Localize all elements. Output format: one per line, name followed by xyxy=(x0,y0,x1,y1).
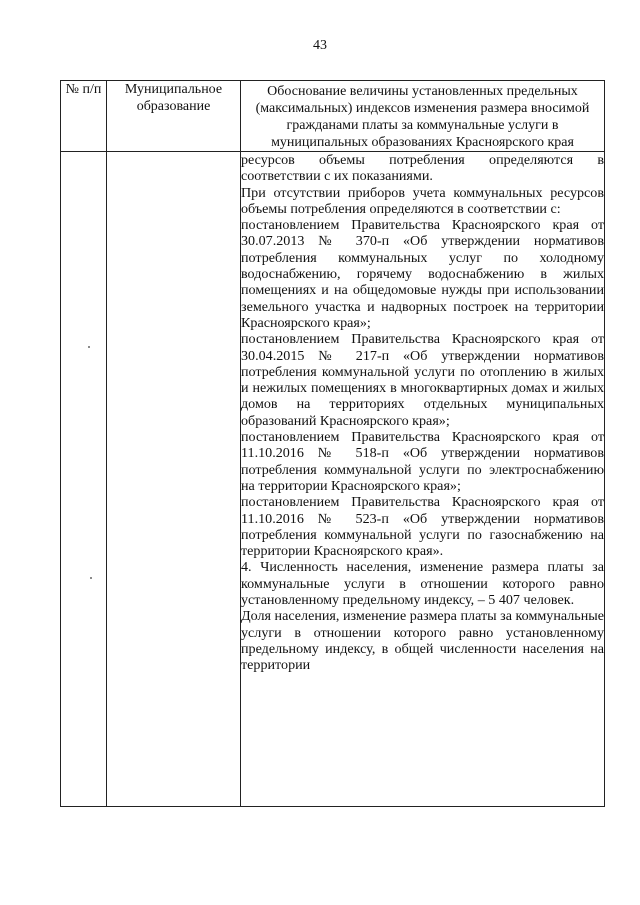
scan-speck xyxy=(88,346,90,348)
table-header-row xyxy=(61,81,605,152)
paragraph: постановлением Правительства Красноярского края от 11.10.2016 № 518-п «Об утверждении нормативов потребления коммунальной услуги по электроснабжению на территории Красноярского края»; xyxy=(241,429,604,494)
index-justification-table xyxy=(60,80,605,807)
scan-speck xyxy=(90,577,92,579)
header-basis xyxy=(241,81,605,152)
page-number: 43 xyxy=(313,38,327,53)
paragraph: Доля населения, изменение размера платы за коммунальные услуги в отношении которого равно установленному предельному индексу, в общей численности населения на территории xyxy=(241,608,604,674)
header-municipality-label: Муниципальное образование xyxy=(124,82,223,114)
row-municipality-cell xyxy=(107,152,241,807)
paragraph: 4. Численность населения, изменение размера платы за коммунальные услуги в отношении которого равно установленному предельному индексу, – 5 407 человек. xyxy=(241,559,604,609)
paragraph: постановлением Правительства Красноярского края от 30.04.2015 № 217-п «Об утверждении нормативов потребления коммунальной услуги по отоплению в жилых и нежилых помещениях в многоквартирных домах и жилых домов на территориях отдельных муниципальных образований Красноярского края»; xyxy=(241,331,604,429)
paragraph: ресурсов объемы потребления определяются в соответствии с их показаниями. xyxy=(241,152,604,185)
header-municipality xyxy=(107,81,241,152)
header-basis-label: Обоснование величины установленных предельных (максимальных) индексов изменения размера вносимой гражданами платы за коммунальные услуги в муниципальных образованиях Красноярского края xyxy=(255,84,590,150)
header-number xyxy=(61,81,107,152)
paragraph: При отсутствии приборов учета коммунальных ресурсов объемы потребления определяются в соответствии с: xyxy=(241,184,604,217)
table-row xyxy=(61,152,605,807)
row-basis-cell xyxy=(241,152,605,807)
header-number-label: № п/п xyxy=(65,82,102,97)
paragraph: постановлением Правительства Красноярского края от 30.07.2013 № 370-п «Об утверждении нормативов потребления коммунальных услуг по холодному водоснабжению, горячему водоснабжению в жилых помещениях и на общедомовые нужды при использовании земельного участка и надворных построек на территории Красноярского края»; xyxy=(241,217,604,331)
row-number-cell xyxy=(61,152,107,807)
paragraph: постановлением Правительства Красноярского края от 11.10.2016 № 523-п «Об утверждении нормативов потребления коммунальной услуги по газоснабжению на территории Красноярского края». xyxy=(241,494,604,560)
